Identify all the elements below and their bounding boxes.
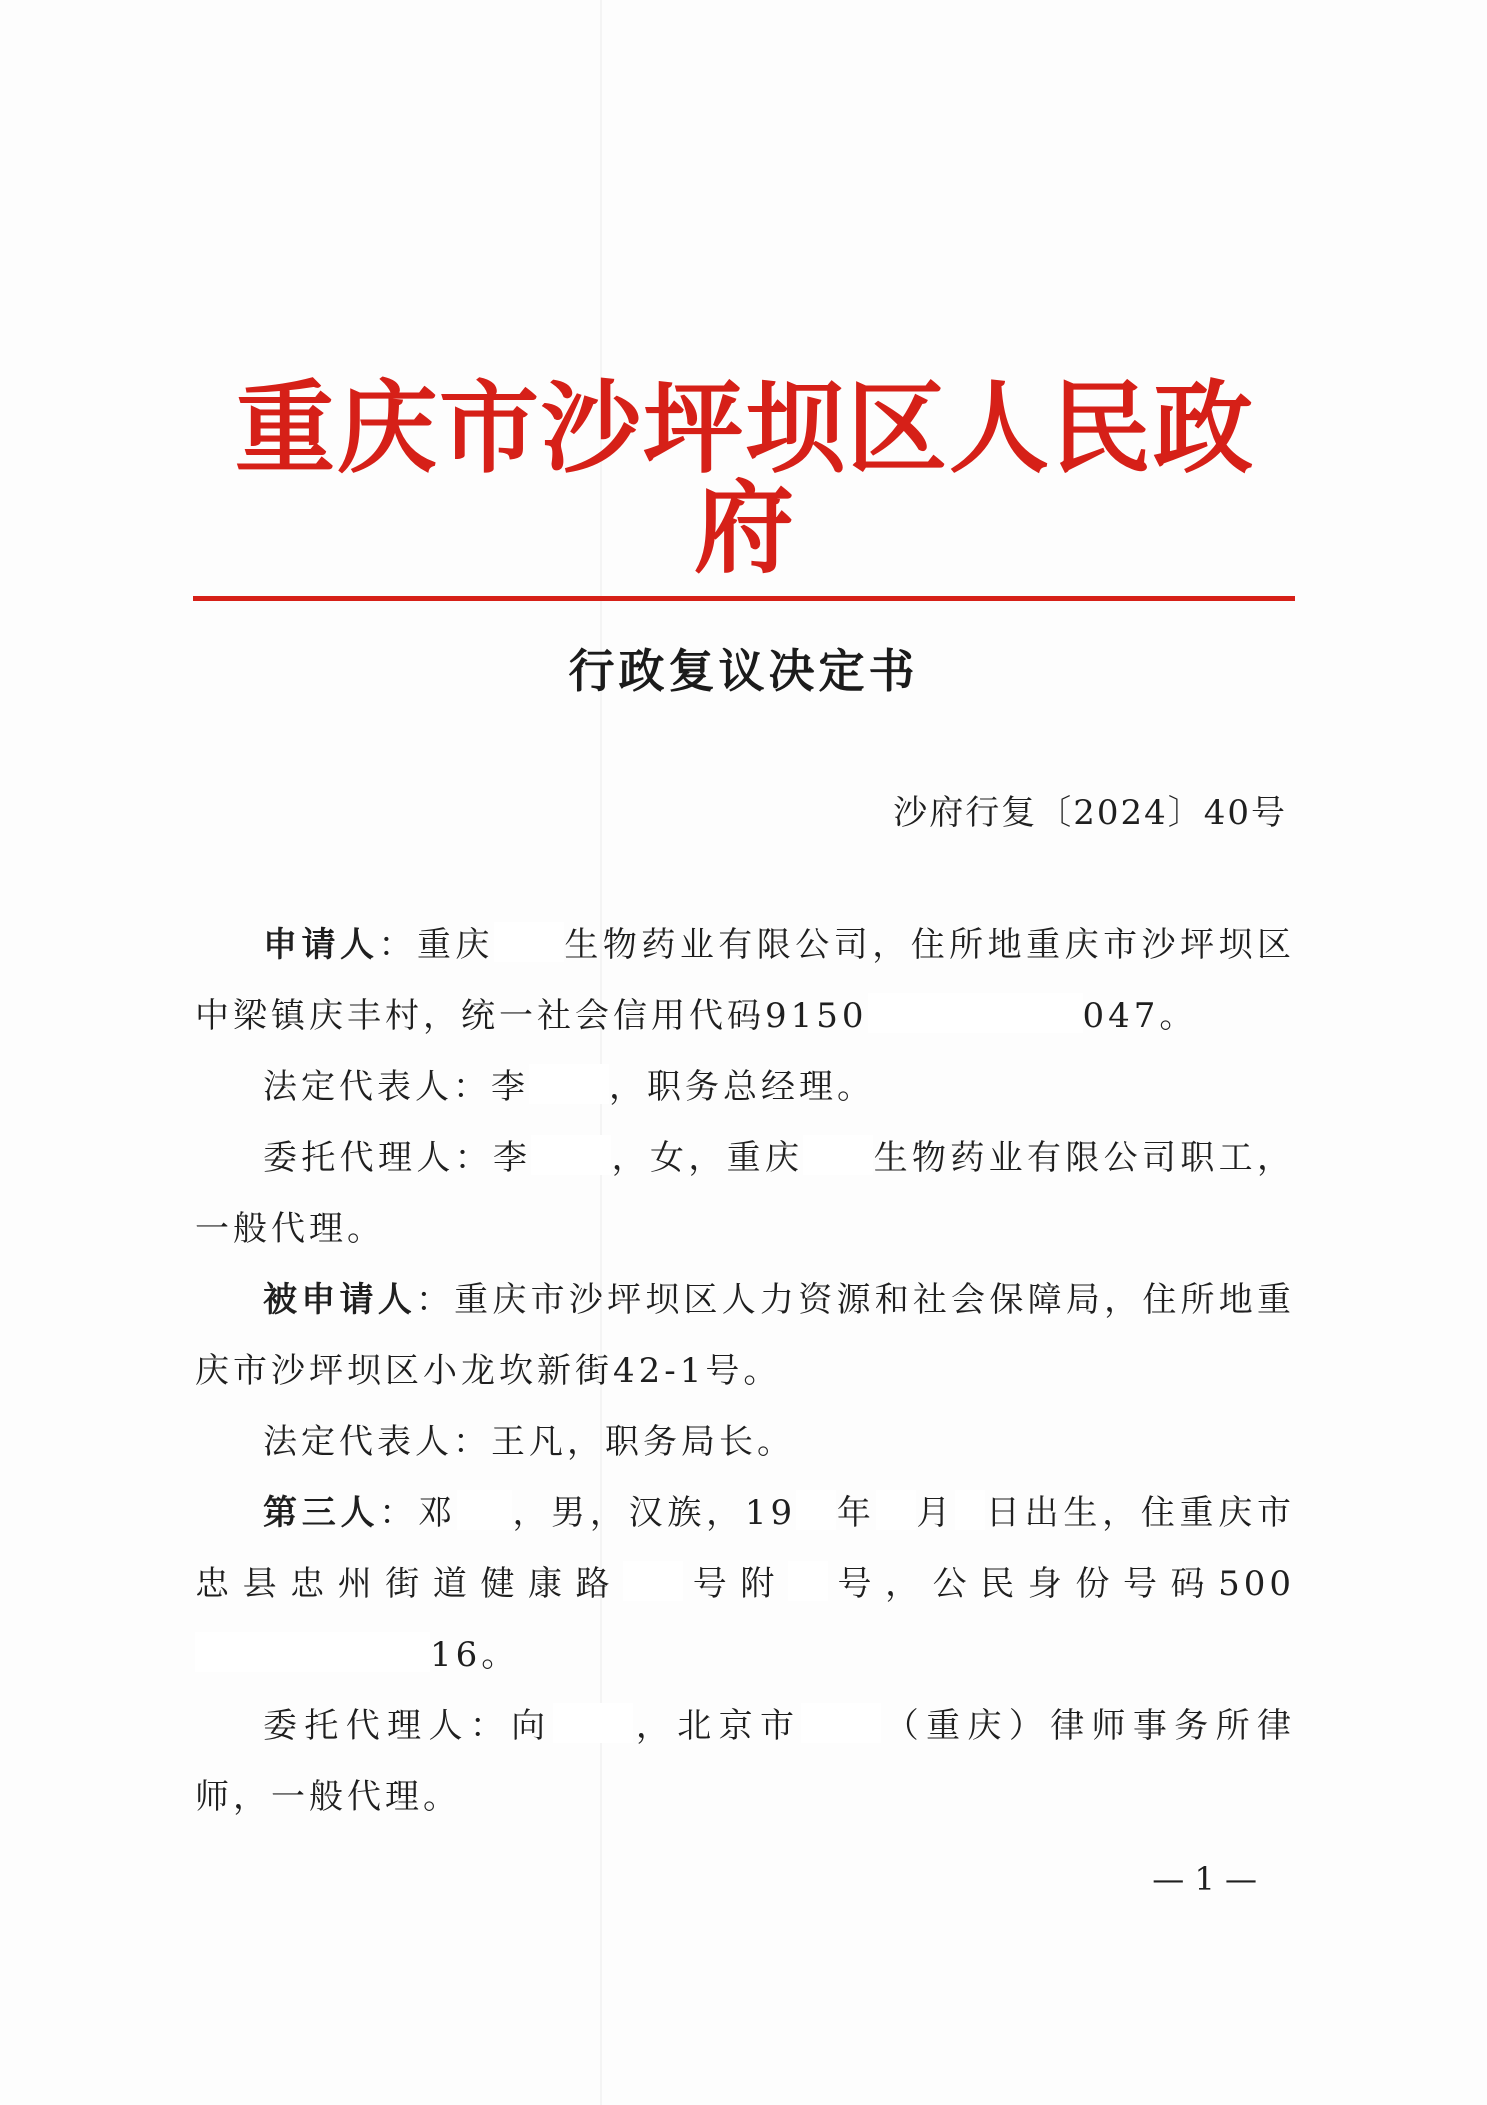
third-party-paragraph	[195, 1478, 1295, 1691]
applicant-label: 申请人	[263, 925, 379, 965]
redaction-block	[623, 1561, 683, 1601]
redaction-block	[788, 1561, 828, 1601]
issuer-header: 重庆市沙坪坝区人民政府	[235, 369, 1255, 587]
respondent-label: 被申请人	[263, 1280, 416, 1320]
applicant-agent-suffix: 生物药业有限公司职工，一般代理。	[195, 1138, 1296, 1249]
document-body	[195, 910, 1295, 1833]
applicant-credit-suffix: 047。	[1082, 996, 1198, 1036]
applicant-agent-prefix: 委托代理人：李	[263, 1138, 532, 1178]
redaction-block	[494, 922, 564, 962]
document-title: 行政复议决定书	[568, 644, 919, 698]
redaction-block	[803, 1135, 873, 1175]
redaction-block	[457, 1490, 512, 1530]
respondent-rep-text: 法定代表人：王凡，职务局长。	[263, 1422, 795, 1462]
respondent-text: ：重庆市沙坪坝区人力资源和社会保障局，住所地重庆市沙坪坝区小龙坎新街42-1号。	[195, 1280, 1296, 1391]
page-number-text: — 1 —	[1152, 1860, 1257, 1898]
red-divider	[193, 596, 1295, 601]
third-party-text: 日出生，住重庆市忠县忠州街道健康路	[195, 1493, 1296, 1604]
redaction-block	[876, 1490, 916, 1530]
third-party-label: 第三人	[263, 1493, 380, 1533]
third-party-agent-paragraph	[195, 1691, 1295, 1833]
redaction-block	[195, 1632, 430, 1672]
third-party-text: 号，公民身份号码500	[827, 1564, 1295, 1604]
applicant-agent-middle: ，女，重庆	[611, 1138, 804, 1178]
applicant-rep-suffix: ，职务总经理。	[609, 1067, 875, 1107]
redaction-block	[529, 1064, 609, 1104]
redaction-block	[531, 1135, 611, 1175]
applicant-agent-paragraph	[195, 1123, 1295, 1265]
third-party-text: 年	[836, 1493, 876, 1533]
third-party-text: 16。	[430, 1635, 520, 1675]
respondent-rep-paragraph	[195, 1407, 1295, 1478]
redaction-block	[868, 993, 1083, 1033]
redaction-block	[801, 1703, 881, 1743]
third-party-agent-text: （重庆）律师事务所律师，一般代理。	[195, 1706, 1296, 1817]
respondent-paragraph	[195, 1265, 1295, 1407]
redaction-block	[955, 1490, 985, 1530]
document-number: 沙府行复〔2024〕40号	[893, 793, 1287, 833]
third-party-agent-text: ，北京市	[632, 1706, 802, 1746]
applicant-rep-prefix: 法定代表人：李	[263, 1067, 529, 1107]
third-party-text: 月	[915, 1493, 956, 1533]
third-party-text: ，男，汉族，19	[511, 1493, 797, 1533]
third-party-text: ：邓	[379, 1493, 457, 1533]
applicant-name-suffix: 生物药业有限公司，住所地重庆市沙坪坝区中梁镇庆丰村，统一社会信用代码9150	[195, 925, 1296, 1036]
applicant-rep-paragraph	[195, 1052, 1295, 1123]
redaction-block	[796, 1490, 836, 1530]
applicant-paragraph: 申请人：重庆 生物药业有限公司，住所地重庆市沙坪坝区中梁镇庆丰村，统一社会信用代码9150 047。	[195, 910, 1295, 1052]
redaction-block	[553, 1703, 633, 1743]
third-party-agent-text: 委托代理人：向	[263, 1706, 553, 1746]
applicant-name-prefix: 重庆	[416, 925, 494, 965]
third-party-text: 号附	[683, 1564, 788, 1604]
